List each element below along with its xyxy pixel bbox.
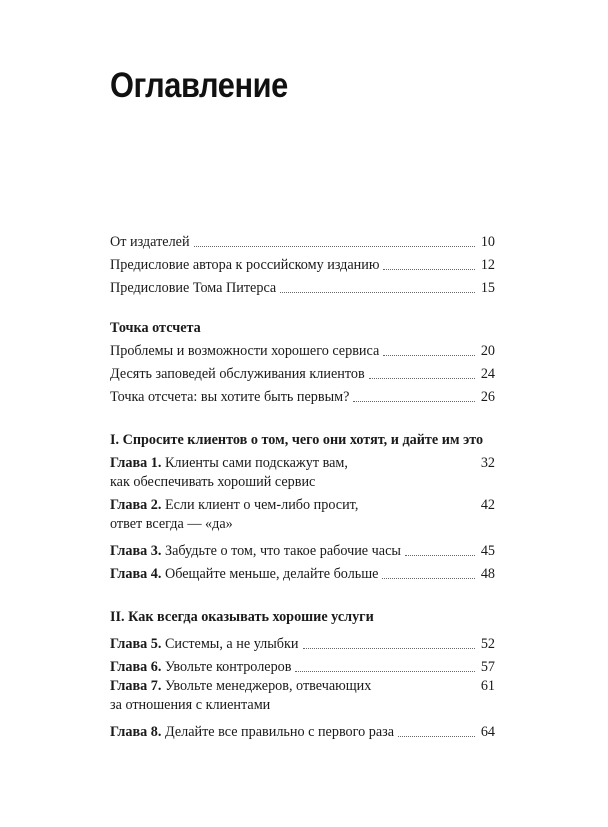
toc-entry-chapter-6[interactable]: [110, 654, 495, 677]
dot-leader: [353, 401, 475, 402]
toc-page-number: 52: [480, 636, 495, 652]
toc-entry-text: [110, 635, 299, 654]
toc-page-number: 12: [480, 257, 495, 273]
dot-leader: [383, 269, 475, 270]
toc-page-number: 64: [480, 724, 495, 740]
toc-entry-chapter-1[interactable]: [110, 454, 495, 492]
toc-entry-text: От издателей: [110, 234, 190, 250]
toc-entry-text: Точка отсчета: вы хотите быть первым?: [110, 389, 350, 405]
toc-page-number: 42: [480, 497, 495, 513]
toc-page-number: 20: [480, 343, 495, 359]
dot-leader: [383, 355, 475, 356]
toc-page-number: 24: [480, 366, 495, 382]
chapter-title-line-1: Увольте менеджеров, отвечающих: [164, 678, 372, 694]
toc-entry-text: Предисловие автора к российскому изданию: [110, 257, 380, 273]
toc-entry-text: [110, 658, 291, 677]
chapter-label: Глава 3.: [110, 543, 162, 559]
section-heading: I. Спросите клиентов о том, чего они хотят, и дайте им это: [110, 432, 484, 448]
chapter-label: Глава 2.: [110, 497, 162, 513]
chapter-title-line-1: Если клиент о чем-либо просит,: [164, 497, 359, 513]
toc-entry[interactable]: [110, 361, 495, 384]
chapter-title: Забудьте о том, что такое рабочие часы: [164, 543, 401, 559]
dot-leader: [398, 736, 475, 737]
dot-leader: [382, 578, 475, 579]
chapter-title-line-2: как обеспечивать хороший сервис: [110, 474, 316, 490]
toc-page-number: 57: [480, 659, 495, 675]
chapter-title-line-1: Клиенты сами подскажут вам,: [164, 455, 348, 471]
toc-page-number: 10: [480, 234, 495, 250]
chapter-title: Увольте контролеров: [164, 659, 292, 675]
section-heading: II. Как всегда оказывать хорошие услуги: [110, 609, 374, 625]
chapter-label: Глава 4.: [110, 566, 162, 582]
toc-entry-chapter-5[interactable]: [110, 631, 495, 654]
chapter-label: Глава 6.: [110, 659, 162, 675]
chapter-title-line-2: за отношения с клиентами: [110, 697, 271, 713]
toc-entry-chapter-3[interactable]: [110, 538, 495, 561]
chapter-title-line-2: ответ всегда — «да»: [110, 516, 233, 532]
toc-entry-text: Предисловие Тома Питерса: [110, 280, 277, 296]
dot-leader: [405, 555, 475, 556]
chapter-title: Системы, а не улыбки: [164, 636, 299, 652]
toc-page-number: 61: [480, 678, 495, 694]
dot-leader: [295, 671, 475, 672]
toc-page-number: 15: [480, 280, 495, 296]
toc-entry-text: Проблемы и возможности хорошего сервиса: [110, 343, 380, 359]
page-title: Оглавление: [110, 66, 288, 105]
chapter-title: Делайте все правильно с первого раза: [164, 724, 395, 740]
toc-entry-text: [110, 542, 401, 561]
toc-entry-text: [110, 454, 348, 492]
dot-leader: [303, 648, 476, 649]
toc-page-number: 45: [480, 543, 495, 559]
toc-entry-publishers[interactable]: [110, 229, 495, 252]
toc-page-number: 26: [480, 389, 495, 405]
toc-entry[interactable]: [110, 338, 495, 361]
toc-entry-text: [110, 496, 358, 534]
toc-entry-chapter-2[interactable]: [110, 496, 495, 534]
chapter-label: Глава 7.: [110, 678, 162, 694]
dot-leader: [280, 292, 475, 293]
toc-page-number: 48: [480, 566, 495, 582]
toc-entry-text: [110, 723, 394, 742]
toc-entry-peters-preface[interactable]: [110, 275, 495, 298]
dot-leader: [194, 246, 475, 247]
toc-entry-text: Десять заповедей обслуживания клиентов: [110, 366, 365, 382]
toc-entry-chapter-7[interactable]: [110, 677, 495, 715]
toc-entry-text: [110, 565, 378, 584]
dot-leader: [369, 378, 475, 379]
toc-entry-text: [110, 677, 371, 715]
toc-entry-chapter-4[interactable]: [110, 561, 495, 584]
toc-page-number: 32: [480, 455, 495, 471]
table-of-contents: [110, 229, 495, 742]
section-heading: Точка отсчета: [110, 320, 201, 336]
toc-entry-author-preface[interactable]: [110, 252, 495, 275]
chapter-label: Глава 1.: [110, 455, 162, 471]
toc-entry[interactable]: [110, 384, 495, 407]
chapter-title: Обещайте меньше, делайте больше: [164, 566, 379, 582]
chapter-label: Глава 5.: [110, 636, 162, 652]
chapter-label: Глава 8.: [110, 724, 162, 740]
toc-entry-chapter-8[interactable]: [110, 719, 495, 742]
